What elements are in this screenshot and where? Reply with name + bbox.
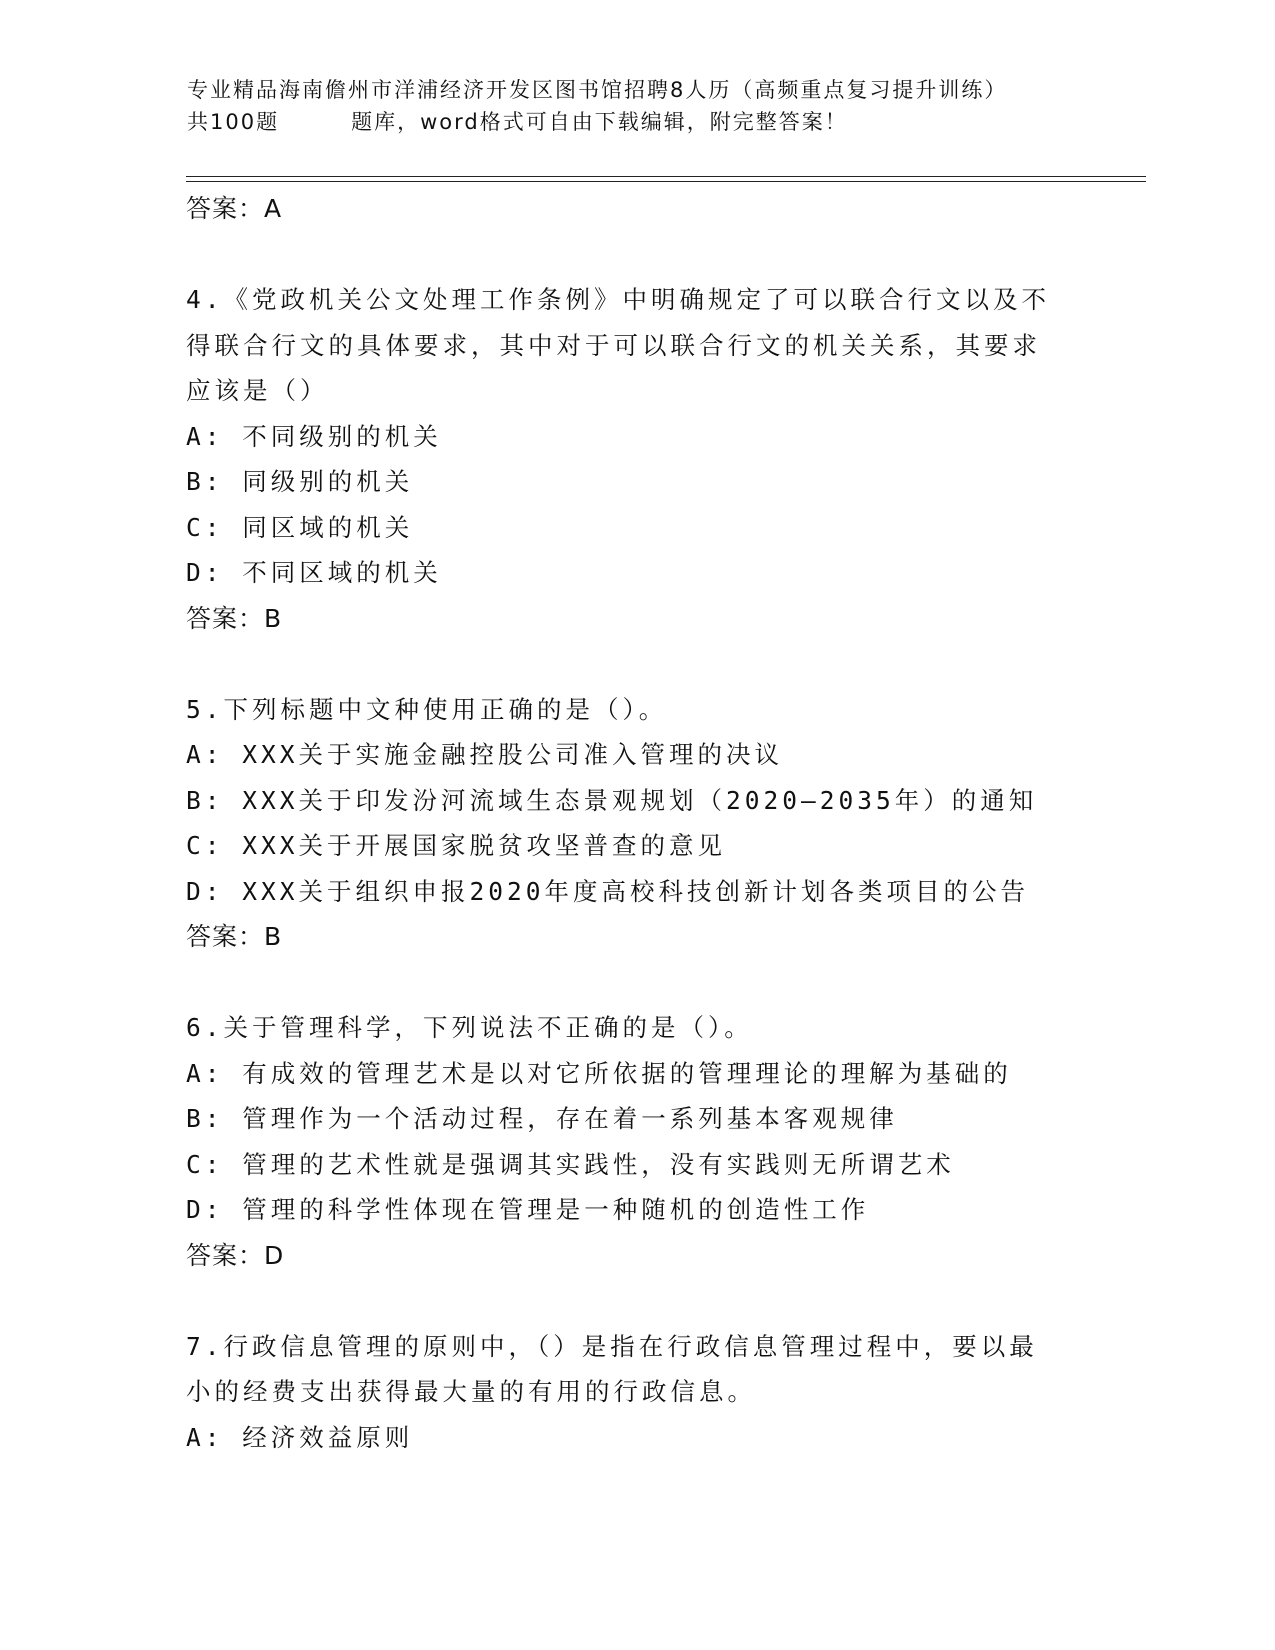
option-b: B: 管理作为一个活动过程，存在着一系列基本客观规律 <box>186 1104 898 1133</box>
answer-line: 答案：A <box>186 194 283 223</box>
question-block <box>186 687 1146 961</box>
option-c: C: 管理的艺术性就是强调其实践性，没有实践则无所谓艺术 <box>186 1149 955 1179</box>
header-subtitle-line <box>187 106 1147 138</box>
option-a: A: 经济效益原则 <box>186 1422 414 1452</box>
answer-line: 答案：D <box>186 1240 285 1270</box>
header-title-line: 专业精品海南儋州市洋浦经济开发区图书馆招聘8人历（高频重点复习提升训练） <box>187 78 1008 102</box>
question-stem-line: 6.关于管理科学，下列说法不正确的是（）。 <box>186 1013 753 1042</box>
header-divider-bottom <box>186 181 1146 182</box>
option-a: A: 不同级别的机关 <box>186 421 442 451</box>
question-stem-line: 应该是（） <box>186 376 329 405</box>
header-description: 题库，word格式可自由下载编辑，附完整答案！ <box>351 110 848 134</box>
question-list <box>186 186 1146 1460</box>
option-b: B: XXX关于印发汾河流域生态景观规划（2020—2035年）的通知 <box>186 785 1038 815</box>
option-d: D: XXX关于组织申报2020年度高校科技创新计划各类项目的公告 <box>186 876 1029 906</box>
option-c: C: XXX关于开展国家脱贫攻坚普查的意见 <box>186 831 726 860</box>
header-divider-top <box>186 176 1146 177</box>
question-stem-line: 得联合行文的具体要求，其中对于可以联合行文的机关关系，其要求 <box>186 330 1041 360</box>
document-header <box>187 74 1147 138</box>
question-stem-line: 4.《党政机关公文处理工作条例》中明确规定了可以联合行文以及不 <box>186 285 1050 314</box>
option-a: A: 有成效的管理艺术是以对它所依据的管理理论的理解为基础的 <box>186 1058 1012 1088</box>
question-stem-line: 小的经费支出获得最大量的有用的行政信息。 <box>186 1377 756 1406</box>
question-block <box>186 277 1146 642</box>
question-block <box>186 1324 1146 1461</box>
option-b: B: 同级别的机关 <box>186 467 414 496</box>
option-c: C: 同区域的机关 <box>186 512 414 542</box>
header-question-count: 共100题 <box>187 110 280 134</box>
option-d: D: 管理的科学性体现在管理是一种随机的创造性工作 <box>186 1195 870 1224</box>
question-stem-line: 7.行政信息管理的原则中，（）是指在行政信息管理过程中，要以最 <box>186 1331 1038 1361</box>
answer-line: 答案：B <box>186 603 283 633</box>
question-stem-line: 5.下列标题中文种使用正确的是（）。 <box>186 694 668 724</box>
question-block <box>186 1005 1146 1279</box>
answer-line: 答案：B <box>186 922 283 951</box>
option-d: D: 不同区域的机关 <box>186 558 442 587</box>
option-a: A: XXX关于实施金融控股公司准入管理的决议 <box>186 740 783 769</box>
